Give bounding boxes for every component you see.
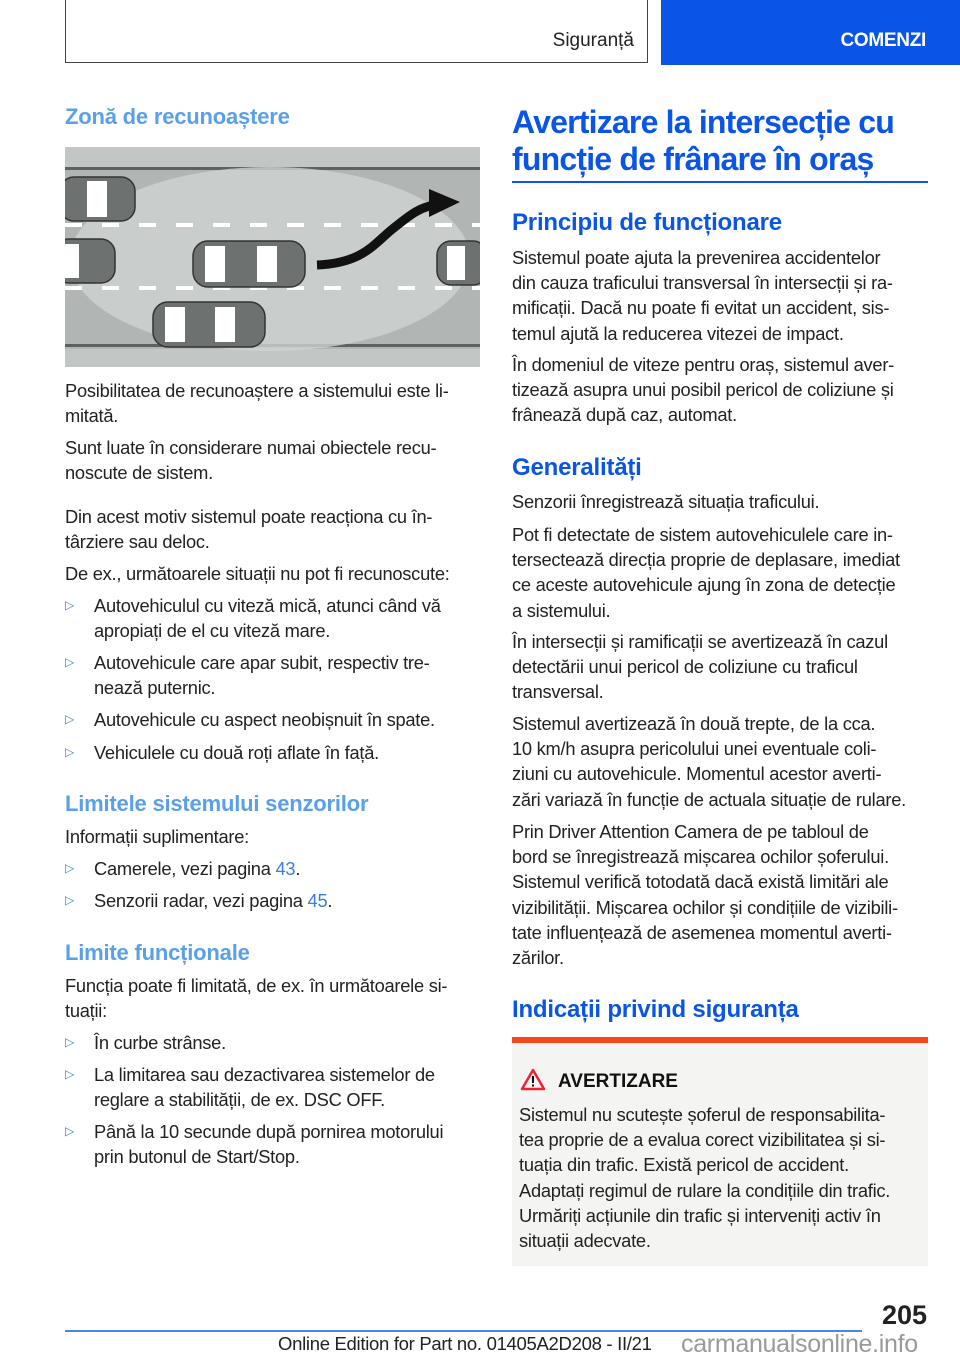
paragraph: Din acest motiv sistemul poate reacționa cu în- târziere sau deloc. [65, 506, 433, 553]
heading-safety-notes: Indicații privind siguranța [512, 996, 799, 1023]
bullet-triangle-icon: ▷ [65, 745, 74, 759]
footer-watermark: carmanualsonline.info [681, 1330, 918, 1358]
paragraph: Funcția poate fi limitată, de ex. în următoarele si- tuații: [65, 975, 448, 1022]
paragraph: Prin Driver Attention Camera de pe tabloul de bord se înregistrează mișcarea ochilor șoferului. Sistemul verifică totodată dacă există limitări ale vizibilității. Mișcarea ochilor și condițiile de vizibili- tate influențează de asemenea momentul averti- zărilor. [512, 821, 898, 969]
heading-general: Generalități [512, 454, 642, 481]
header-tab-label: COMENZI [840, 30, 926, 51]
bullet-triangle-icon: ▷ [65, 598, 74, 612]
bullet-triangle-icon: ▷ [65, 1035, 74, 1049]
paragraph: În domeniul de viteze pentru oraș, sistemul aver- tizează asupra unui posibil pericol de coliziune și frânează după caz, automat. [512, 354, 895, 426]
bullet-triangle-icon: ▷ [65, 1067, 74, 1081]
page-number: 205 [881, 1300, 927, 1330]
page-link-43[interactable]: 43 [275, 858, 296, 879]
header-tab-comenzi[interactable] [661, 0, 960, 65]
paragraph: Pot fi detectate de sistem autovehiculele care in- tersectează direcția proprie de deplasare, imediat ce aceste autovehicule ajung în zona de detecție a sistemului. [512, 524, 900, 621]
page-link-45[interactable]: 45 [307, 890, 328, 911]
bullet-triangle-icon: ▷ [65, 893, 74, 907]
bullet-triangle-icon: ▷ [65, 1124, 74, 1138]
header-section-title: Siguranță [552, 30, 634, 51]
paragraph: Posibilitatea de recunoaștere a sistemului este li- mitată. [65, 380, 449, 427]
paragraph: În intersecții și ramificații se avertizează în cazul detectării unui pericol de coliziune cu traficul transversal. [512, 631, 888, 703]
warning-title: AVERTIZARE [558, 1071, 678, 1092]
paragraph: Sistemul poate ajuta la prevenirea accidentelor din cauza traficului transversal în intersecții și ra- mificații. Dacă nu poate fi evitat un accident, sis- temul ajută la reducerea vitezei de impact. [512, 247, 893, 344]
detection-zone-illustration [65, 147, 480, 367]
bullet-triangle-icon: ▷ [65, 861, 74, 875]
paragraph: De ex., următoarele situații nu pot fi recunoscute: [65, 563, 450, 584]
footer-edition: Online Edition for Part no. 01405A2D208 - II/21 [278, 1333, 652, 1354]
warning-box [512, 1037, 928, 1266]
title-underline [512, 181, 928, 183]
bullet-triangle-icon: ▷ [65, 655, 74, 669]
heading-recognition-zone: Zonă de recunoaștere [65, 104, 290, 129]
paragraph: Sunt luate în considerare numai obiectele recu- noscute de sistem. [65, 437, 437, 484]
paragraph: Senzorii înregistrează situația traficului. [512, 491, 820, 512]
heading-sensor-limits: Limitele sistemului senzorilor [65, 791, 369, 816]
warning-text: Sistemul nu scutește șoferul de responsabilita- tea proprie de a evalua corect vizibilitatea și si- tuația din trafic. Există pericol de accident. Adaptați regimul de rulare la condițiile din trafic. Urmăriți acțiunile din trafic și interveniți activ în situații adecvate. [519, 1104, 891, 1252]
paragraph: Informații suplimentare: [65, 826, 249, 847]
bullet-triangle-icon: ▷ [65, 712, 74, 726]
page-title: Avertizare la intersecție cu funcție de frânare în oraș [512, 104, 894, 177]
warning-triangle-icon [520, 1068, 546, 1091]
heading-operating-principle: Principiu de funcționare [512, 209, 782, 236]
paragraph: Sistemul avertizează în două trepte, de la cca. 10 km/h asupra pericolului unei eventuale coli- ziuni cu autovehicule. Momentul acestor averti- zări variază în funcție de actuala situație de rulare. [512, 713, 906, 810]
heading-functional-limits: Limite funcționale [65, 940, 250, 965]
